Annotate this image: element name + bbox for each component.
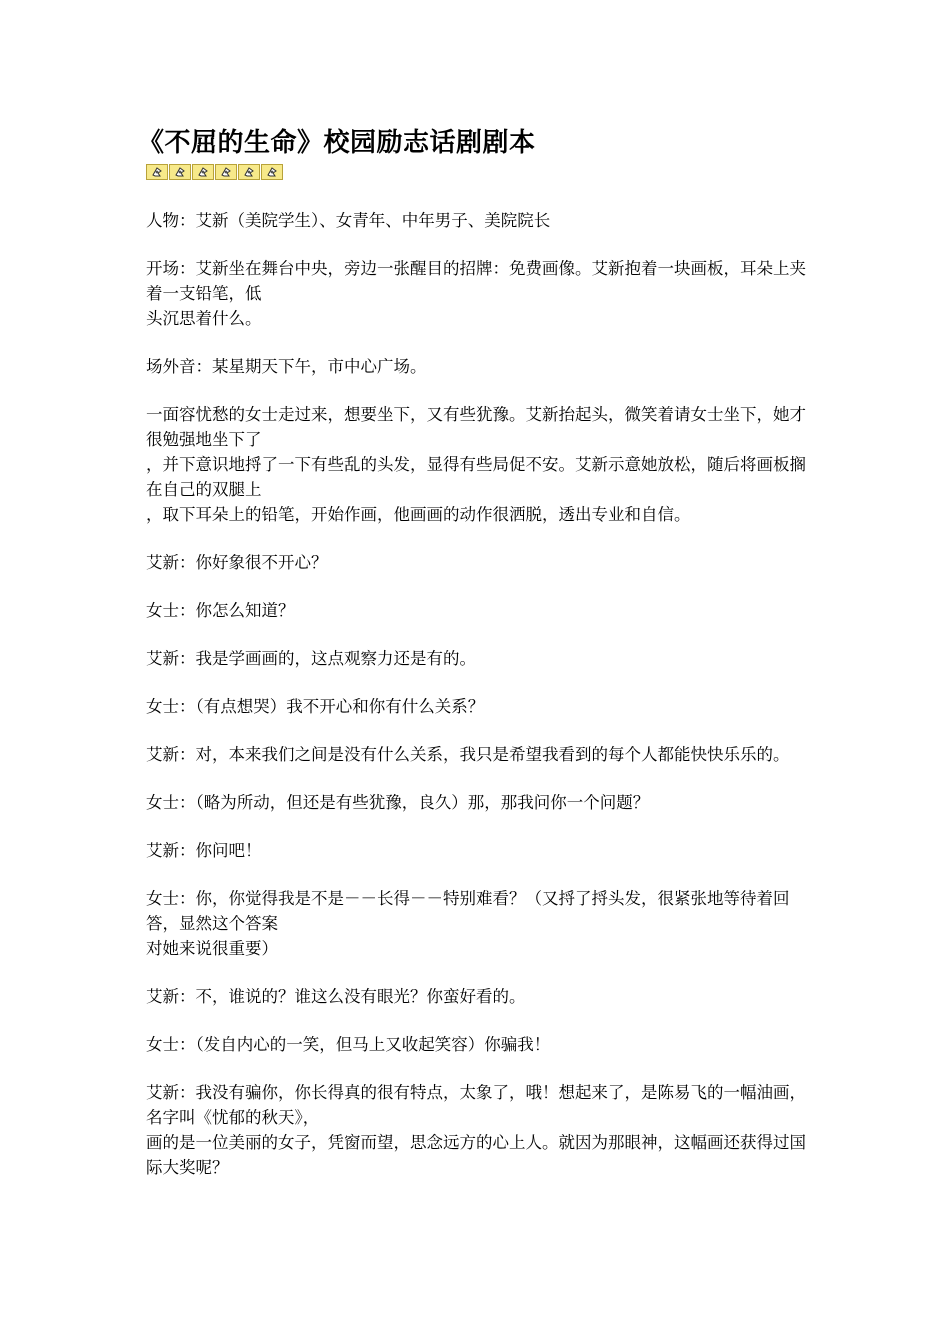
paragraph-line: 女士：（略为所动，但还是有些犹豫，良久）那，那我问你一个问题？ (146, 793, 650, 812)
paragraph-line: 女士：（有点想哭）我不开心和你有什么关系？ (146, 697, 485, 716)
paragraph-line: 对她来说很重要） (146, 939, 278, 958)
script-paragraph (146, 646, 811, 671)
script-paragraph (146, 598, 811, 623)
script-paragraph (146, 742, 811, 767)
script-paragraph (146, 984, 811, 1009)
paragraph-line: 画的是一位美丽的女子，凭窗而望，思念远方的心上人。就因为那眼神，这幅画还获得过国际大奖呢？ (146, 1133, 806, 1177)
paragraph-line: 场外音：某星期天下午，市中心广场。 (146, 357, 427, 376)
script-paragraph (146, 790, 811, 815)
paragraph-line: 艾新：你好象很不开心？ (146, 553, 328, 572)
script-paragraph (146, 1032, 811, 1057)
rating-icon (215, 164, 237, 180)
script-paragraph (146, 402, 811, 527)
rating-icon (238, 164, 260, 180)
paragraph-line: 一面容忧愁的女士走过来，想要坐下，又有些犹豫。艾新抬起头，微笑着请女士坐下，她才很勉强地坐下了 (146, 405, 806, 449)
script-paragraph (146, 550, 811, 575)
document-title: 《不屈的生命》校园励志话剧剧本 (138, 128, 536, 158)
paragraph-line: 艾新：你问吧！ (146, 841, 262, 860)
script-paragraph (146, 1080, 811, 1180)
paragraph-line: 艾新：不，谁说的？谁这么没有眼光？你蛮好看的。 (146, 987, 526, 1006)
script-paragraph (146, 354, 811, 379)
rating-icon (192, 164, 214, 180)
rating-icon (146, 164, 168, 180)
paragraph-line: 头沉思着什么。 (146, 309, 262, 328)
rating-icon (169, 164, 191, 180)
paragraph-line: 女士：（发自内心的一笑，但马上又收起笑容）你骗我！ (146, 1035, 551, 1054)
paragraph-line: 艾新：我是学画画的，这点观察力还是有的。 (146, 649, 476, 668)
rating-icon (261, 164, 283, 180)
document-body (146, 208, 811, 1180)
paragraph-line: 女士：你怎么知道？ (146, 601, 295, 620)
paragraph-line: 女士：你，你觉得我是不是－－长得－－特别难看？（又捋了捋头发，很紧张地等待着回答，显然这个答案 (146, 889, 790, 933)
script-paragraph (146, 886, 811, 961)
script-paragraph (146, 838, 811, 863)
document-page (138, 126, 811, 1203)
paragraph-line: 人物：艾新（美院学生）、女青年、中年男子、美院院长 (146, 211, 551, 230)
script-paragraph (146, 208, 811, 233)
script-paragraph (146, 694, 811, 719)
paragraph-line: 艾新：对，本来我们之间是没有什么关系，我只是希望我看到的每个人都能快快乐乐的。 (146, 745, 790, 764)
paragraph-line: 开场：艾新坐在舞台中央，旁边一张醒目的招牌：免费画像。艾新抱着一块画板，耳朵上夹着一支铅笔，低 (146, 259, 806, 303)
script-paragraph (146, 256, 811, 331)
paragraph-line: ，取下耳朵上的铅笔，开始作画，他画画的动作很洒脱，透出专业和自信。 (146, 505, 691, 524)
rating-bar (146, 164, 811, 182)
paragraph-line: ，并下意识地捋了一下有些乱的头发，显得有些局促不安。艾新示意她放松，随后将画板搁在自己的双腿上 (146, 455, 806, 499)
paragraph-line: 艾新：我没有骗你，你长得真的很有特点，太象了，哦！想起来了，是陈易飞的一幅油画，名字叫《忧郁的秋天》， (146, 1083, 806, 1127)
